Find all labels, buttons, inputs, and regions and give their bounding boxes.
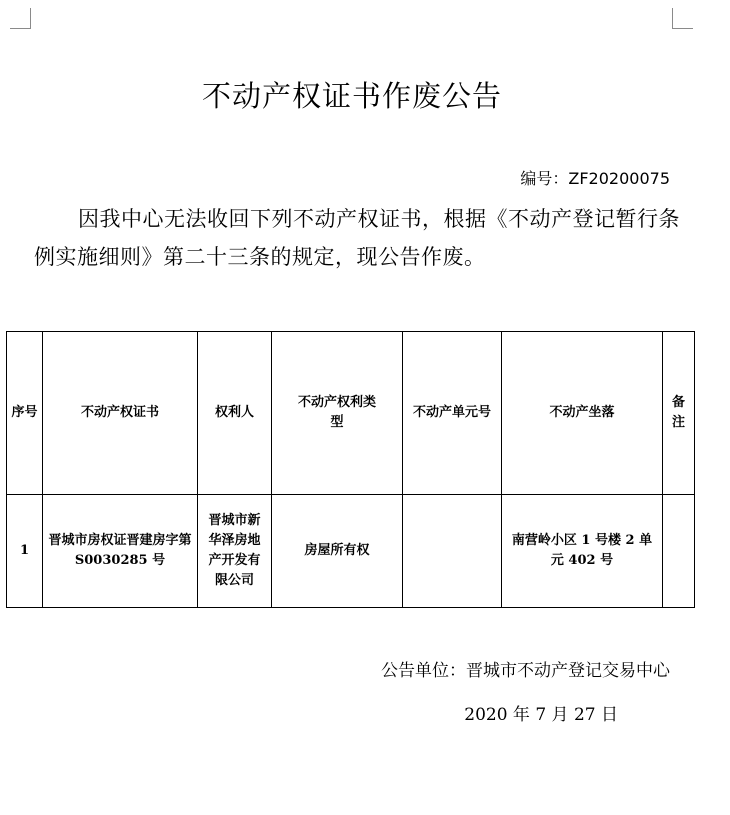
header-right-type [272,332,403,495]
cell-holder [198,495,272,608]
page-corner-mark-right [672,8,693,29]
header-remark: 备注 [663,332,695,495]
cell-location [502,495,663,608]
cell-remark [663,495,695,608]
table-row [7,495,695,608]
cell-holder-text: 晋城市新华泽房地产开发有限公司 [208,513,261,588]
header-seq: 序号 [7,332,43,495]
notice-body: 因我中心无法收回下列不动产权证书，根据《不动产登记暂行条例实施细则》第二十三条的规定，现公告作废。 [34,207,680,269]
header-certificate: 不动产权证书 [43,332,198,495]
header-unit-no [403,332,502,495]
header-unit-no-text: 不动产单元号 [412,405,491,420]
header-holder: 权利人 [198,332,272,495]
issue-date: 2020 年 7 月 27 日 [464,705,618,725]
cell-certificate: 晋城市房权证晋建房字第 S0030285 号 [43,495,198,608]
document-number: 编号：ZF20200075 [520,169,670,188]
cell-location-text: 南营岭小区 1 号楼 2 单元 402 号 [511,533,653,568]
void-certificate-table [6,331,695,608]
table-header-row [7,332,695,495]
header-right-type-text: 不动产权利类型 [297,395,376,430]
cell-seq: 1 [7,495,43,608]
page-corner-mark-left [10,8,31,29]
cell-right-type: 房屋所有权 [272,495,403,608]
header-location: 不动产坐落 [502,332,663,495]
issuing-unit: 公告单位：晋城市不动产登记交易中心 [381,661,670,681]
page-title: 不动产权证书作废公告 [201,79,502,113]
cell-unit-no [403,495,502,608]
